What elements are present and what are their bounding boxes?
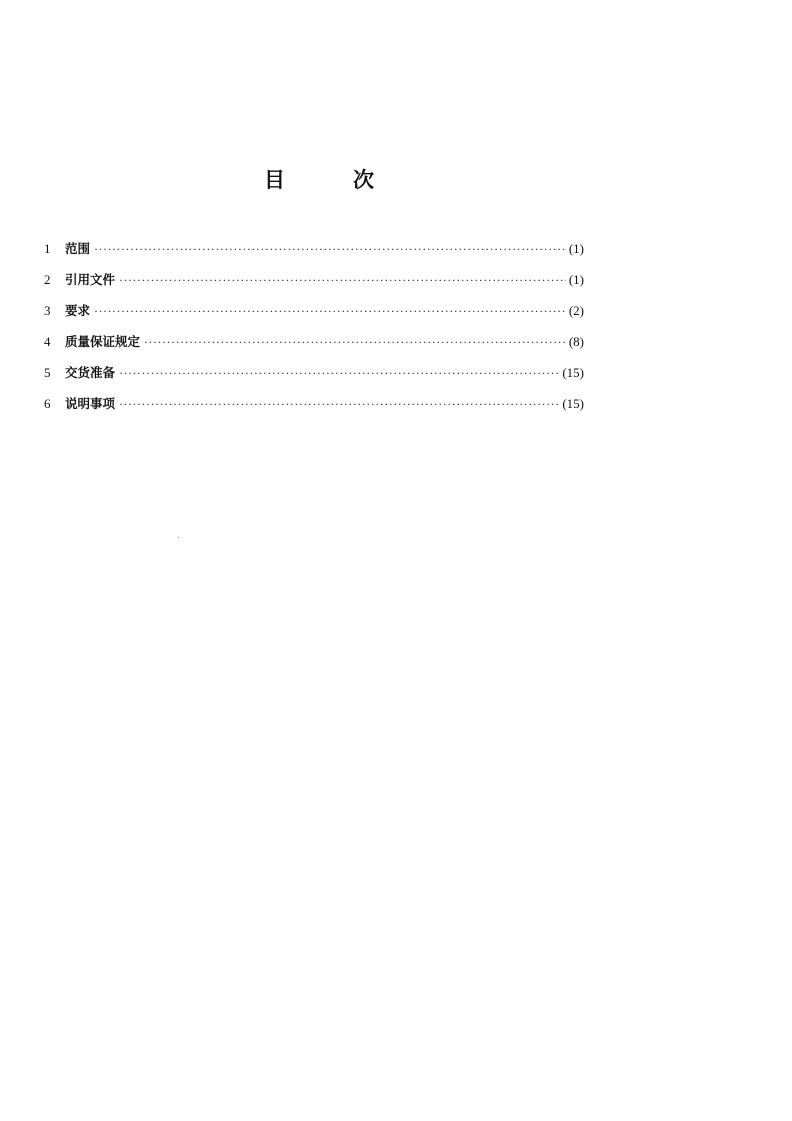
page-title (264, 166, 374, 194)
toc-entry-page: (1) (568, 272, 584, 287)
scan-speck (178, 537, 179, 538)
toc-entry-page: (2) (568, 303, 584, 318)
toc-entry-page: (8) (568, 334, 584, 349)
toc-entry-label: 范围 (65, 241, 91, 256)
toc-entry-number: 2 (44, 272, 51, 287)
title-char-1: 目 (264, 168, 285, 192)
toc-entry-number: 5 (44, 365, 51, 380)
toc-entry-label: 质量保证规定 (65, 334, 141, 349)
toc-entry-page: (15) (562, 396, 584, 411)
toc-entry-label: 要求 (65, 303, 91, 318)
toc-entry-label: 引用文件 (65, 272, 116, 287)
toc-entry-number: 1 (44, 241, 51, 256)
toc-entry[interactable] (44, 238, 584, 269)
dot-leader (94, 238, 566, 260)
toc-entry-page: (1) (568, 241, 584, 256)
toc-entry[interactable] (44, 331, 584, 362)
toc-entry-number: 6 (44, 396, 51, 411)
toc-entry[interactable] (44, 393, 584, 424)
toc-entry-page: (15) (562, 365, 584, 380)
dot-leader (119, 393, 559, 415)
dot-leader (119, 362, 559, 384)
dot-leader (94, 300, 566, 322)
toc-entry[interactable] (44, 269, 584, 300)
toc-entry-label: 交货准备 (65, 365, 116, 380)
title-char-2: 次 (353, 168, 374, 192)
toc-entry[interactable] (44, 300, 584, 331)
dot-leader (119, 269, 566, 291)
toc-entry[interactable] (44, 362, 584, 393)
dot-leader (144, 331, 566, 353)
table-of-contents (44, 238, 584, 424)
toc-entry-number: 3 (44, 303, 51, 318)
toc-entry-label: 说明事项 (65, 396, 116, 411)
toc-entry-number: 4 (44, 334, 51, 349)
